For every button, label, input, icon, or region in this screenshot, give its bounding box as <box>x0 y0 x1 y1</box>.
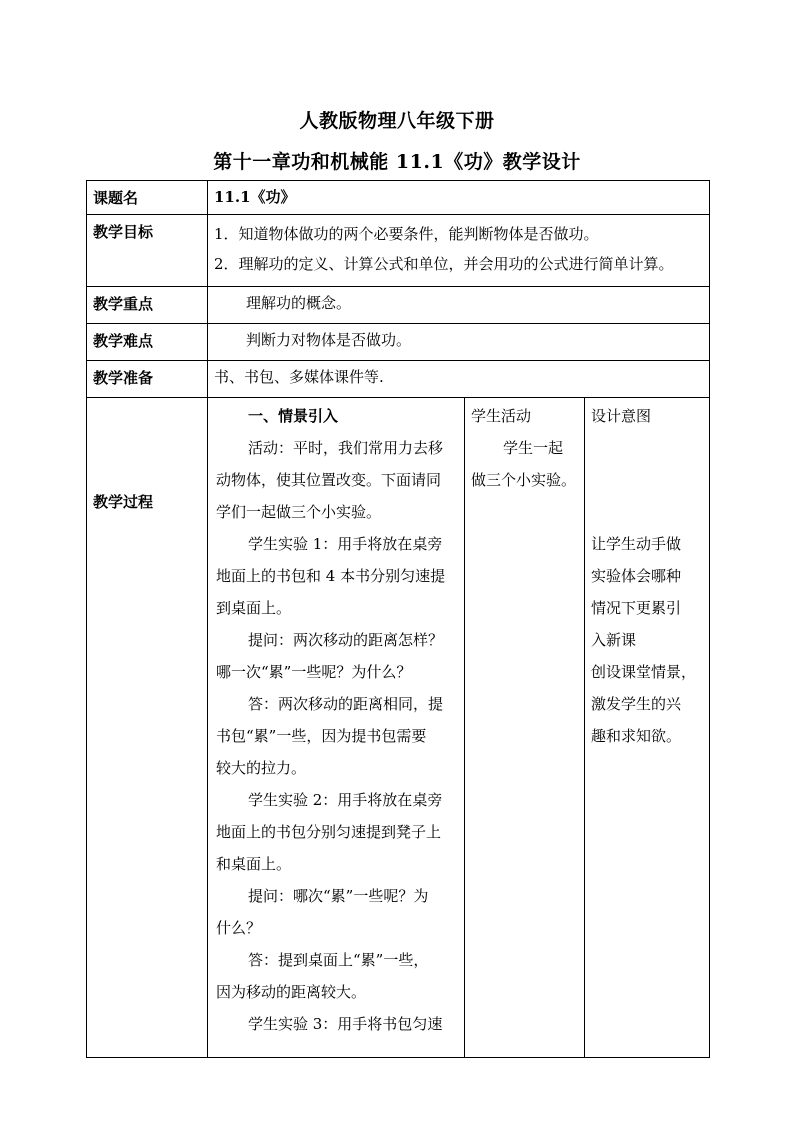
process-content <box>208 398 465 1058</box>
row-goals <box>87 215 710 287</box>
design-intent-line: 激发学生的兴 <box>591 695 682 713</box>
key-point-text: 理解功的概念。 <box>246 294 352 312</box>
design-intent-line: 入新课 <box>591 631 637 649</box>
value-difficulty <box>208 324 710 361</box>
label-process: 教学过程 <box>93 493 154 511</box>
process-line: 哪一次“累”一些呢？为什么？ <box>216 663 412 681</box>
process-line: 学生实验 3：用手将书包匀速 <box>248 1015 443 1033</box>
row-key-point <box>87 287 710 324</box>
design-intent-line: 实验体会哪种 <box>591 567 682 585</box>
student-activity-heading: 学生活动 <box>471 407 532 425</box>
process-line: 因为移动的距离较大。 <box>216 983 367 1001</box>
topic-text: 11.1《功》 <box>214 188 296 206</box>
design-intent-line: 情况下更累引 <box>591 599 682 617</box>
design-intent-line: 创设课堂情景， <box>591 663 697 681</box>
row-difficulty <box>87 324 710 361</box>
process-line: 什么？ <box>216 919 262 937</box>
process-line: 学生实验 2：用手将放在桌旁 <box>248 791 443 809</box>
value-goals <box>208 215 710 287</box>
process-line: 提问：两次移动的距离怎样？ <box>248 631 444 649</box>
document-title: 人教版物理八年级下册 <box>299 110 495 132</box>
difficulty-text: 判断力对物体是否做功。 <box>246 331 412 349</box>
value-preparation <box>208 361 710 398</box>
row-topic <box>87 181 710 215</box>
label-goals: 教学目标 <box>87 215 208 287</box>
process-line: 地面上的书包分别匀速提到凳子上 <box>216 823 442 841</box>
label-preparation: 教学准备 <box>87 361 208 398</box>
row-preparation <box>87 361 710 398</box>
label-process-cell <box>87 398 208 1058</box>
goal-item-2: 2．理解功的定义、计算公式和单位，并会用功的公式进行简单计算。 <box>214 255 674 273</box>
process-line: 书包“累”一些，因为提书包需要 <box>216 727 427 745</box>
lesson-plan-table <box>86 180 710 1058</box>
row-process <box>87 398 710 1058</box>
process-line: 活动：平时，我们常用力去移 <box>248 439 444 457</box>
process-line: 学们一起做三个小实验。 <box>216 503 382 521</box>
process-line: 和桌面上。 <box>216 855 292 873</box>
process-line: 学生实验 1：用手将放在桌旁 <box>248 535 443 553</box>
process-line: 提问：哪次“累”一些呢？为 <box>248 887 429 905</box>
process-line: 地面上的书包和 4 本书分别匀速提 <box>216 567 446 585</box>
preparation-text: 书、书包、多媒体课件等. <box>214 368 384 386</box>
design-intent-line: 让学生动手做 <box>591 535 682 553</box>
label-topic: 课题名 <box>87 181 208 215</box>
student-activity-column <box>465 398 585 1058</box>
design-intent-column <box>585 398 710 1058</box>
document-subtitle: 第十一章功和机械能 11.1《功》教学设计 <box>213 151 581 173</box>
goal-item-1: 1．知道物体做功的两个必要条件，能判断物体是否做功。 <box>214 225 599 243</box>
value-topic <box>208 181 710 215</box>
design-intent-line: 趣和求知欲。 <box>591 727 682 745</box>
label-key-point: 教学重点 <box>87 287 208 324</box>
student-activity-line: 做三个小实验。 <box>471 471 577 489</box>
student-activity-line: 学生一起 <box>503 439 564 457</box>
process-line: 一、情景引入 <box>248 407 339 425</box>
process-line: 较大的拉力。 <box>216 759 307 777</box>
label-difficulty: 教学难点 <box>87 324 208 361</box>
process-line: 动物体，使其位置改变。下面请同 <box>216 471 442 489</box>
value-key-point <box>208 287 710 324</box>
design-intent-spacer <box>591 432 705 528</box>
design-intent-heading: 设计意图 <box>591 407 652 425</box>
process-line: 到桌面上。 <box>216 599 292 617</box>
process-line: 答：两次移动的距离相同，提 <box>248 695 444 713</box>
process-line: 答：提到桌面上“累”一些， <box>248 951 429 969</box>
